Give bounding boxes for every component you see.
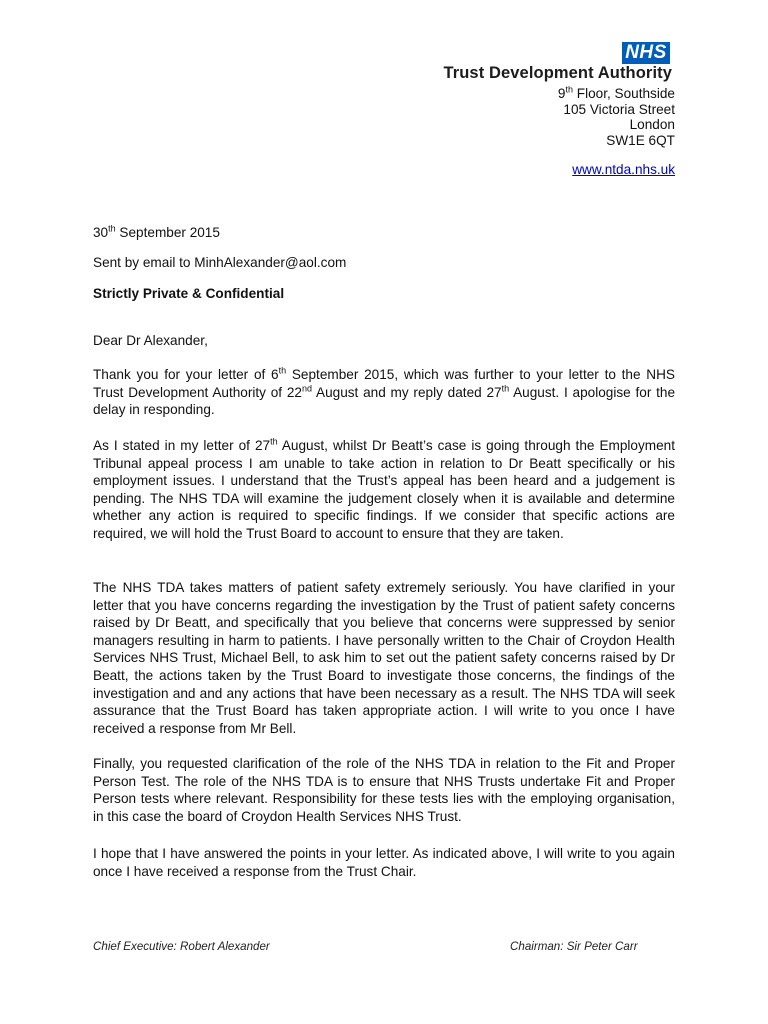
letter-date (93, 224, 675, 242)
address-block (420, 86, 675, 149)
paragraph-1 (93, 366, 675, 419)
p1-part-b: September 2015, which was further to your letter to the NHS Trust Development Authority of 22 (93, 367, 675, 400)
date-day: 30 (93, 225, 109, 240)
p1-part-c: August and my reply dated 27 (312, 384, 502, 400)
p1-sup-b: nd (301, 383, 312, 394)
address-floor-suffix: th (565, 84, 573, 95)
paragraph-4: Finally, you requested clarification of the role of the NHS TDA in relation to the Fit and Proper Person Test. The role of the NHS TDA is to ensure that NHS Trusts undertake Fit and Proper Person tests where relevant. Responsibility for these tests lies with the employing organisation, in this case the board of Croydon Health Services NHS Trust. (93, 756, 675, 824)
org-name: Trust Development Authority (443, 64, 672, 82)
address-floor-text: Floor, Southside (572, 86, 675, 101)
address-floor (420, 86, 675, 102)
address-floor-number: 9 (557, 86, 566, 101)
footer-chief-executive: Chief Executive: Robert Alexander (93, 940, 270, 953)
website-link[interactable]: www.ntda.nhs.uk (572, 162, 675, 177)
address-street: 105 Victoria Street (563, 101, 675, 117)
date-rest: September 2015 (115, 225, 220, 240)
salutation: Dear Dr Alexander, (93, 333, 208, 348)
address-postcode: SW1E 6QT (606, 133, 675, 149)
paragraph-3: The NHS TDA takes matters of patient safety extremely seriously. You have clarified in your letter that you have concerns regarding the investigation by the Trust of patient safety concerns raised by Dr Beatt, and specifically that you believe that concerns were suppressed by senior managers resulting in harm to patients. I have personally written to the Chair of Croydon Health Services NHS Trust, Michael Bell, to ask him to set out the patient safety concerns raised by Dr Beatt, the actions taken by the Trust Board to investigate those concerns, the findings of the investigation and and any actions that have been necessary as a result. The NHS TDA will seek assurance that the Trust Board has taken appropriate action. I will write to you once I have received a response from Mr Bell. (93, 580, 675, 736)
p2-sup-a: th (270, 436, 278, 447)
p1-sup-c: th (501, 383, 510, 394)
address-city: London (629, 117, 675, 133)
p2-part-a: As I stated in my letter of 27 (93, 438, 271, 453)
p1-part-a: Thank you for your letter of 6 (93, 367, 279, 382)
p1-part-d: August. I apologise for the delay in responding. (93, 384, 676, 418)
confidential-heading: Strictly Private & Confidential (93, 286, 285, 301)
paragraph-5: I hope that I have answered the points in your letter. As indicated above, I will write to you again once I have received a response from the Trust Chair. (93, 846, 675, 879)
p1-sup-a: th (278, 365, 287, 376)
sent-by-line: Sent by email to MinhAlexander@aol.com (93, 255, 347, 270)
date-suffix: th (108, 223, 116, 234)
p2-part-b: August, whilst Dr Beatt’s case is going through the Employment Tribunal appeal process I am unable to take action in relation to Dr Beatt specifically or his employment issues. I understand that the Trust’s appeal has been heard and a judgement is pending. The NHS TDA will examine the judgement closely when it is available and determine whether any action is required to specific findings. If we consider that specific actions are required, we will hold the Trust Board to account to ensure that they are taken. (93, 438, 675, 541)
paragraph-2 (93, 437, 675, 543)
nhs-logo: NHS (622, 42, 670, 64)
footer-chairman: Chairman: Sir Peter Carr (510, 940, 638, 953)
